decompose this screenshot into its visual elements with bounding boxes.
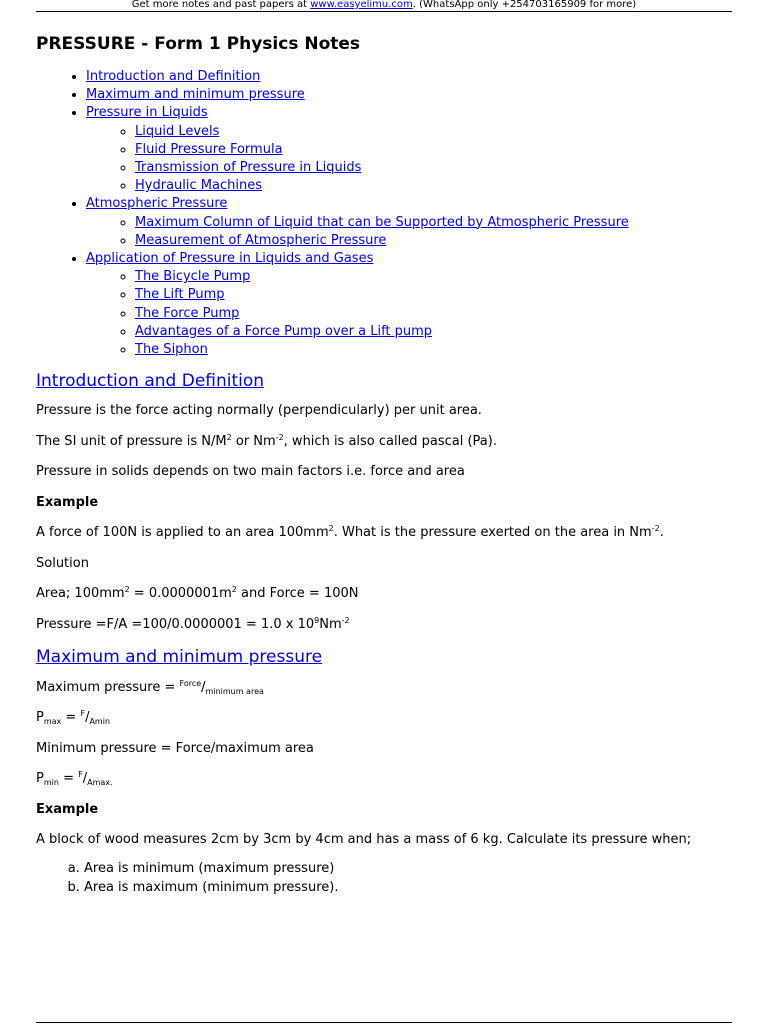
subscript: min [43, 778, 59, 788]
bold-label: Example [36, 801, 99, 817]
pressure-line [36, 616, 736, 634]
superscript: 2 [226, 432, 232, 442]
superscript: Force [179, 678, 202, 688]
text-run: P [36, 710, 44, 726]
subscript: Amax. [87, 778, 113, 788]
area-line [36, 585, 736, 603]
toc-subitem [135, 268, 736, 286]
section-heading-introduction[interactable]: Introduction and Definition [36, 371, 265, 392]
text-run: Area; 100mm [36, 586, 125, 602]
toc-link-application[interactable]: Application of Pressure in Liquids and Gases [86, 251, 374, 267]
toc-link-fluid-formula[interactable]: Fluid Pressure Formula [135, 141, 283, 157]
superscript: -2 [341, 615, 350, 625]
block-question: A block of wood measures 2cm by 3cm by 4cm and has a mass of 6 kg. Calculate its pressure when; [36, 832, 692, 848]
text-run: The SI unit of pressure is N/M [36, 433, 227, 449]
toc-item [86, 68, 736, 86]
section-heading-maxmin[interactable]: Maximum and minimum pressure [36, 646, 323, 667]
superscript: F [80, 709, 86, 719]
bold-label: Example [36, 494, 99, 510]
toc-item [86, 104, 736, 195]
max-pressure-formula [36, 679, 736, 697]
toc-link-force[interactable]: The Force Pump [135, 305, 240, 321]
text-run: , which is also called pascal (Pa). [283, 433, 497, 449]
toc-link-introduction[interactable]: Introduction and Definition [86, 69, 261, 84]
example-label [36, 801, 736, 819]
toc-link-measurement[interactable]: Measurement of Atmospheric Pressure [135, 232, 387, 248]
header-prefix: Get more notes and past papers at [131, 0, 311, 10]
toc-link-liquid-levels[interactable]: Liquid Levels [135, 123, 220, 139]
text-run: = [61, 710, 81, 726]
pmax-formula [36, 709, 736, 727]
superscript: 2 [328, 524, 334, 534]
superscript: 2 [231, 585, 237, 595]
text-run: P [36, 771, 44, 787]
toc-subitem [135, 232, 736, 250]
superscript: -2 [275, 432, 284, 442]
toc-link-hydraulic[interactable]: Hydraulic Machines [135, 178, 262, 194]
text-run: / [82, 771, 88, 787]
toc-subitem [135, 305, 736, 323]
header-suffix: . (WhatsApp only +254703165909 for more) [412, 0, 637, 10]
text-run: and Force = 100N [236, 586, 359, 602]
page-header [36, 0, 732, 12]
text-run: Nm [319, 616, 342, 632]
text-run: / [85, 710, 90, 726]
options-list [36, 859, 736, 897]
toc-link-max-column[interactable]: Maximum Column of Liquid that can be Supported by Atmospheric Pressure [135, 214, 629, 230]
toc-subitem [135, 286, 736, 304]
toc-link-atmospheric[interactable]: Atmospheric Pressure [86, 196, 228, 212]
superscript: F [78, 770, 83, 780]
text-run: A force of 100N is applied to an area 100mm [36, 525, 329, 541]
si-unit-paragraph [36, 433, 736, 451]
factors-paragraph: Pressure in solids depends on two main factors i.e. force and area [36, 464, 465, 480]
toc-item [86, 195, 736, 250]
example-question [36, 524, 736, 542]
toc-sublist [86, 268, 736, 359]
text-run: . What is the pressure exerted on the area in Nm [333, 525, 652, 541]
toc-link-liquids[interactable]: Pressure in Liquids [86, 105, 208, 121]
text-run: / [201, 679, 206, 695]
example-label [36, 494, 736, 512]
toc-link-maxmin[interactable]: Maximum and minimum pressure [86, 87, 305, 103]
toc-subitem [135, 214, 736, 232]
document-content [36, 32, 736, 897]
superscript: 9 [314, 615, 320, 625]
toc-subitem [135, 159, 736, 177]
footer-rule [36, 1022, 732, 1023]
superscript: -2 [651, 524, 660, 534]
toc-subitem [135, 323, 736, 341]
header-website-link[interactable]: www.easyelimu.com [310, 0, 413, 10]
toc-link-siphon[interactable]: The Siphon [135, 342, 208, 358]
text-run: = 0.0000001m [129, 586, 232, 602]
text-run: . [659, 525, 664, 541]
toc-subitem [135, 177, 736, 195]
subscript: max [43, 717, 62, 727]
toc-subitem [135, 341, 736, 359]
toc-item [86, 86, 736, 104]
page-title: PRESSURE - Form 1 Physics Notes [36, 34, 361, 54]
toc-sublist [86, 214, 736, 250]
subscript: minimum area [205, 686, 264, 696]
text-run: = [58, 771, 79, 787]
text-run: Maximum pressure = [36, 679, 180, 695]
definition-paragraph: Pressure is the force acting normally (perpendicularly) per unit area. [36, 403, 482, 419]
option-item: a. Area is minimum (maximum pressure) [84, 859, 736, 878]
toc-link-transmission[interactable]: Transmission of Pressure in Liquids [135, 160, 362, 176]
text-run: Pressure =F/A =100/0.0000001 = 1.0 x 10 [36, 616, 315, 632]
toc-link-advantages[interactable]: Advantages of a Force Pump over a Lift pump [135, 323, 433, 339]
text-run: or Nm [231, 433, 276, 449]
option-item: b. Area is maximum (minimum pressure). [84, 878, 736, 897]
toc-subitem [135, 141, 736, 159]
toc-item [86, 250, 736, 359]
min-pressure-formula: Minimum pressure = Force/maximum area [36, 740, 314, 756]
table-of-contents [36, 68, 736, 359]
toc-subitem [135, 123, 736, 141]
solution-label: Solution [36, 555, 89, 571]
superscript: 2 [124, 585, 130, 595]
toc-sublist [86, 123, 736, 196]
toc-link-bicycle[interactable]: The Bicycle Pump [135, 269, 251, 285]
toc-link-lift[interactable]: The Lift Pump [135, 287, 225, 303]
pmin-formula [36, 770, 736, 788]
subscript: Amin [89, 717, 111, 727]
